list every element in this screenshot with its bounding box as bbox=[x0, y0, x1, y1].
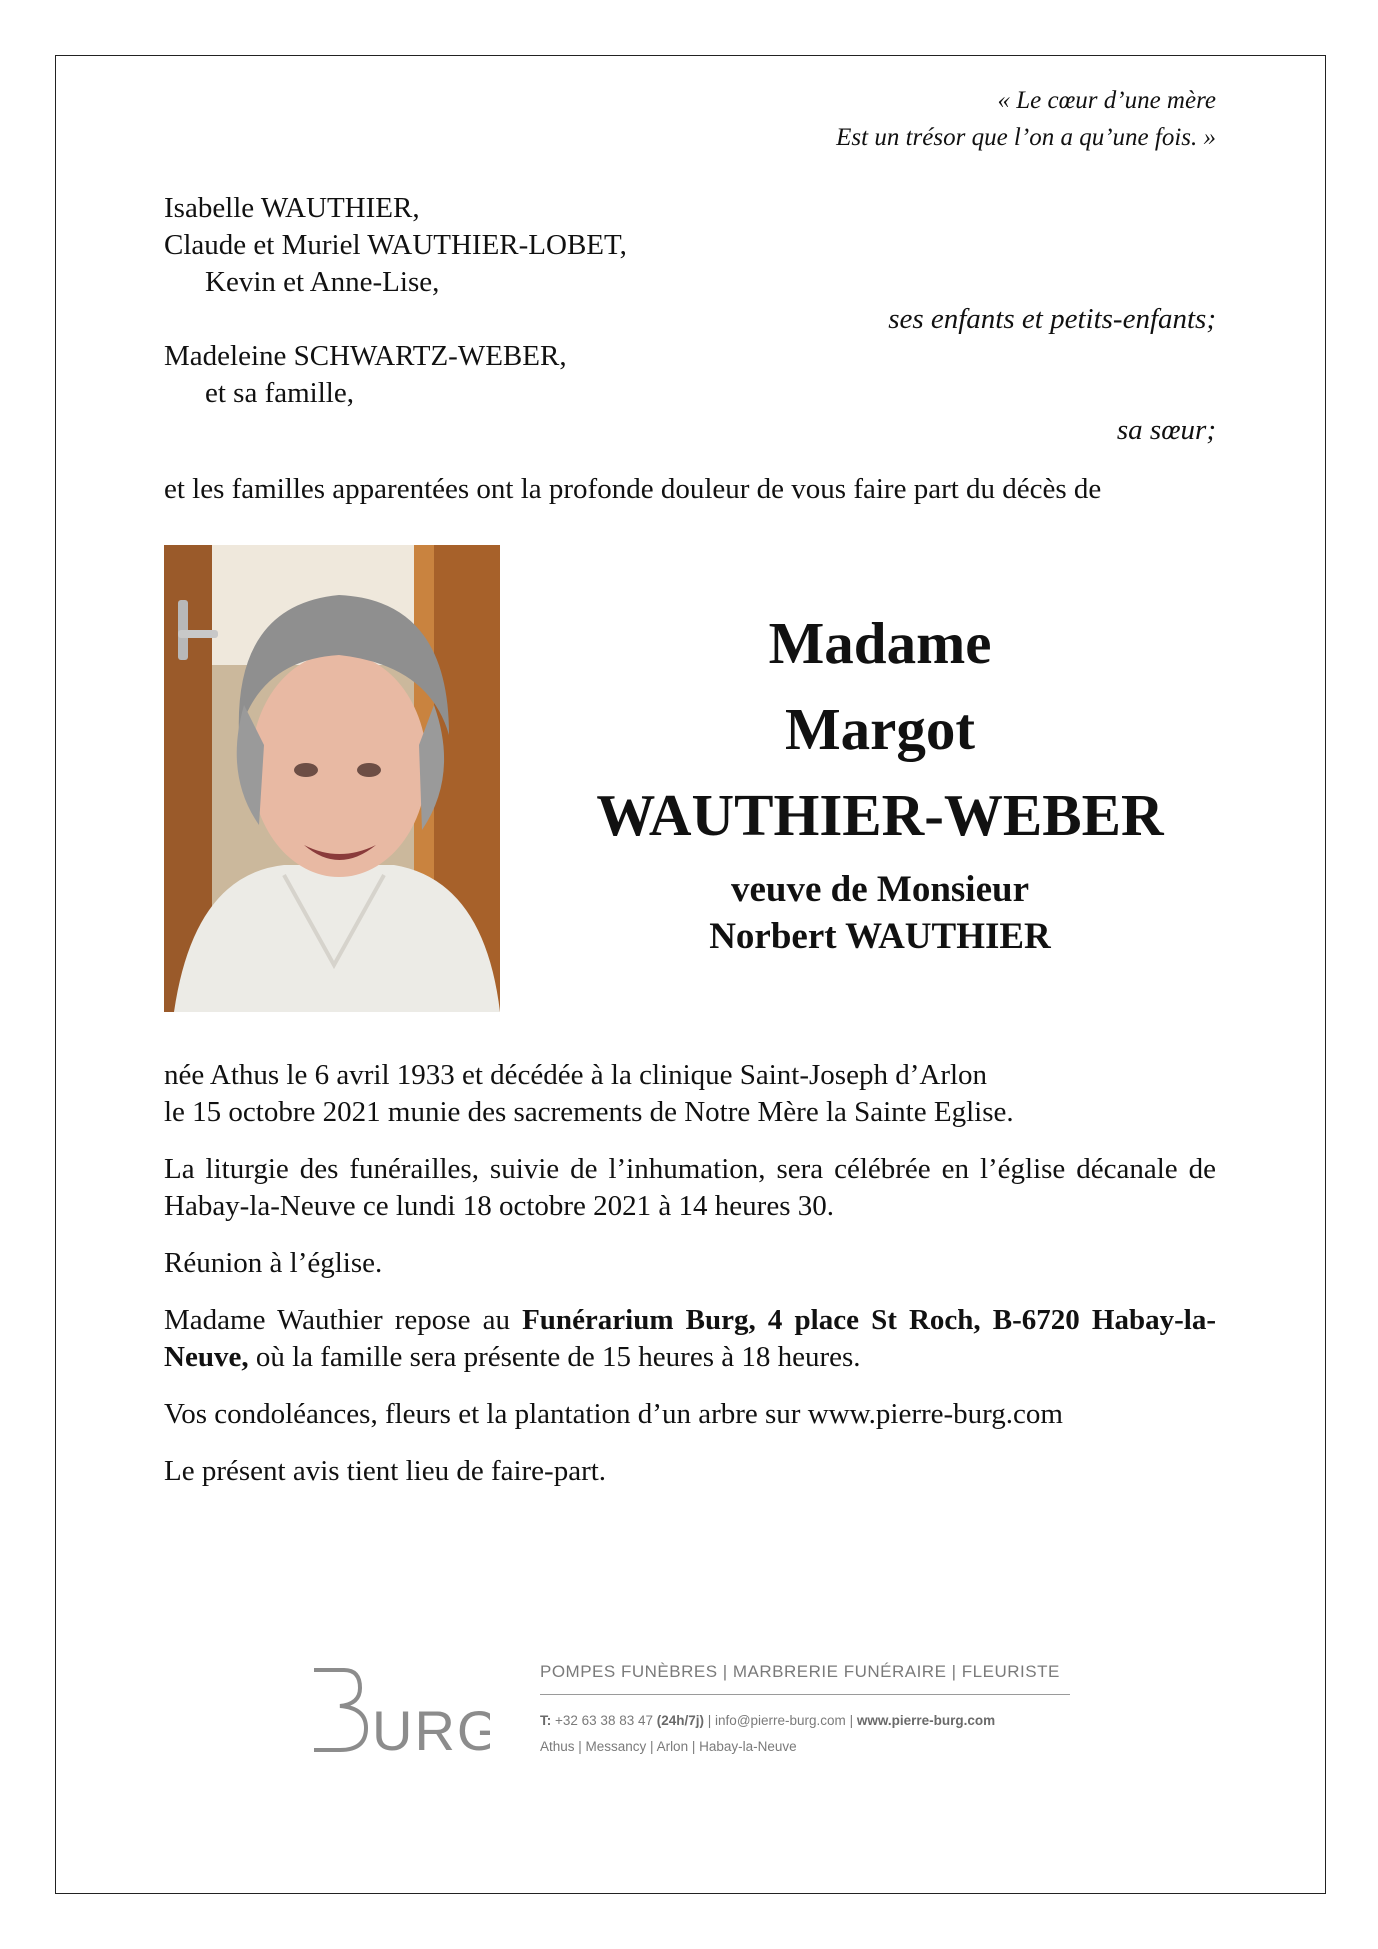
family-child-2: Claude et Muriel WAUTHIER-LOBET, bbox=[164, 229, 627, 261]
phone-label: T: bbox=[540, 1713, 552, 1728]
family-sister: Madeleine SCHWARTZ-WEBER, bbox=[164, 340, 567, 372]
birth-death-line-1: née Athus le 6 avril 1933 et décédée à la clinique Saint-Joseph d’Arlon bbox=[164, 1059, 988, 1091]
email-link[interactable]: info@pierre-burg.com bbox=[715, 1713, 846, 1728]
widow-line-1: veuve de Monsieur bbox=[730, 869, 1030, 910]
notice-paragraph: Le présent avis tient lieu de faire-part. bbox=[164, 1455, 607, 1487]
funeral-home-footer bbox=[310, 1660, 1070, 1770]
family-sister-family: et sa famille, bbox=[205, 377, 354, 409]
phone-hours: (24h/7j) bbox=[656, 1713, 705, 1728]
deceased-name-block bbox=[540, 600, 1220, 960]
repose-prefix: Madame Wauthier repose au bbox=[164, 1304, 510, 1336]
services-tagline: POMPES FUNÈBRES | MARBRERIE FUNÉRAIRE | FLEURISTE bbox=[540, 1660, 1070, 1695]
announcement-body bbox=[164, 1057, 1216, 1510]
widow-line-2: Norbert WAUTHIER bbox=[709, 916, 1051, 957]
deceased-first-name: Margot bbox=[784, 696, 976, 762]
family-child-1: Isabelle WAUTHIER, bbox=[164, 192, 420, 224]
repose-paragraph bbox=[164, 1302, 1216, 1376]
epigraph-quote bbox=[164, 82, 1216, 156]
website-link[interactable]: www.pierre-burg.com bbox=[856, 1713, 996, 1728]
repose-place: Funérarium Burg, 4 place St Roch, B-6720 Habay-la-Neuve, bbox=[164, 1304, 1216, 1373]
family-grandchildren: Kevin et Anne-Lise, bbox=[205, 266, 440, 298]
svg-text:URG: URG bbox=[372, 1699, 490, 1756]
liturgy-paragraph: La liturgie des funérailles, suivie de l’inhumation, sera célébrée en l’église décanale de Habay-la-Neuve ce lundi 18 octobre 2021 à 14 heures 30. bbox=[164, 1153, 1216, 1222]
deceased-last-name: WAUTHIER-WEBER bbox=[596, 782, 1164, 848]
condolences-paragraph: Vos condoléances, fleurs et la plantation d’un arbre sur www.pierre-burg.com bbox=[164, 1398, 1063, 1430]
burg-logo bbox=[310, 1666, 490, 1756]
quote-line-2: Est un trésor que l’on a qu’une fois. » bbox=[836, 124, 1216, 151]
family-children-role: ses enfants et petits-enfants; bbox=[888, 303, 1216, 335]
family-list bbox=[164, 190, 1216, 449]
deceased-title: Madame bbox=[768, 610, 992, 676]
portrait-photo bbox=[164, 545, 500, 1012]
quote-line-1: « Le cœur d’une mère bbox=[997, 87, 1216, 114]
birth-death-paragraph bbox=[164, 1057, 1216, 1131]
repose-suffix: où la famille sera présente de 15 heures à 18 heures. bbox=[255, 1341, 861, 1373]
towns-line: Athus | Messancy | Arlon | Habay-la-Neuve bbox=[540, 1739, 797, 1754]
family-sister-role: sa sœur; bbox=[1116, 414, 1216, 446]
announcement-intro: et les familles apparentées ont la profonde douleur de vous faire part du décès de bbox=[164, 473, 1102, 505]
phone-number: +32 63 38 83 47 bbox=[555, 1713, 653, 1728]
meeting-paragraph: Réunion à l’église. bbox=[164, 1247, 383, 1279]
contact-line: T: +32 63 38 83 47 (24h/7j) | info@pierre-burg.com | www.pierre-burg.com bbox=[540, 1713, 996, 1728]
birth-death-line-2: le 15 octobre 2021 munie des sacrements de Notre Mère la Sainte Eglise. bbox=[164, 1096, 1014, 1128]
